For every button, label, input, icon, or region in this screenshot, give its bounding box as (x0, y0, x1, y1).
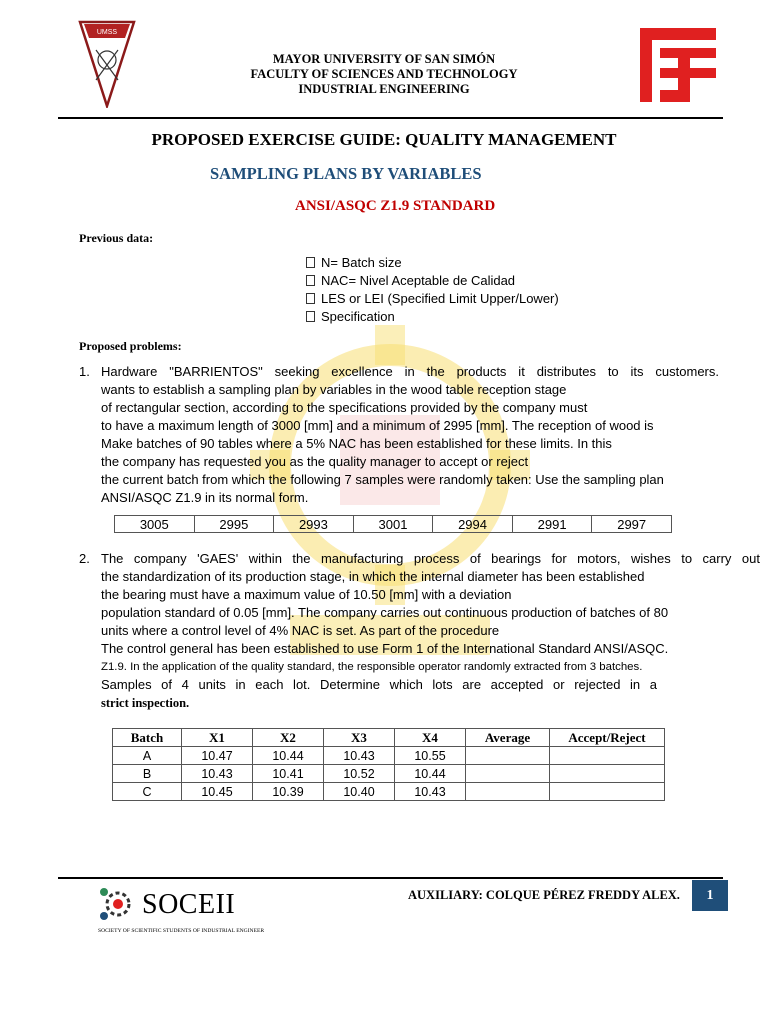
table-cell: 10.52 (324, 765, 395, 783)
column-header: X4 (395, 729, 466, 747)
batches-table (112, 728, 665, 801)
checkbox-glyph-icon (306, 257, 315, 268)
table-cell: C (113, 783, 182, 801)
previous-data-label: Previous data: (79, 231, 154, 245)
table-cell: 10.43 (182, 765, 253, 783)
page-number: 1 (692, 880, 728, 911)
sample-cell: 2997 (592, 516, 672, 533)
table-row (113, 747, 665, 765)
sample-cell: 2991 (512, 516, 592, 533)
table-cell (466, 783, 550, 801)
table-cell: 10.44 (395, 765, 466, 783)
problem-2-text: The company 'GAES' within the manufacturing process of bearings for motors, wishes to carry out the standardization of its production stage, in which the internal diameter has been established the bearing must have a maximum value of 10.50 [mm] with a deviation population standard of 0.05 [mm]. The company carries out continuous production of batches of 80 units where a control level of 4% NAC is set. As part of the procedure The control general has been established to use Form 1 of the International Standard ANSI/ASQC. Z1.9. In the application of the quality standard, the responsible operator randomly extracted from 3 batches. Samples of 4 units in each lot. Determine which lots are accepted or rejected in a strict inspection. (101, 551, 760, 710)
problem-2-number: 2. (79, 551, 90, 566)
column-header: Accept/Reject (550, 729, 665, 747)
column-header: Batch (113, 729, 182, 747)
column-header: X3 (324, 729, 395, 747)
page-title: PROPOSED EXERCISE GUIDE: QUALITY MANAGEMENT (151, 130, 617, 149)
faculty-logo (640, 28, 716, 102)
table-cell: A (113, 747, 182, 765)
header-university: MAYOR UNIVERSITY OF SAN SIMÓN (272, 52, 496, 66)
table-cell: 10.44 (253, 747, 324, 765)
list-item: LES or LEI (Specified Limit Upper/Lower) (306, 290, 559, 308)
problems-label: Proposed problems: (79, 339, 182, 353)
sample-cell: 3001 (353, 516, 433, 533)
previous-data-list (306, 254, 559, 326)
problem-1-number: 1. (79, 364, 90, 379)
table-cell (550, 747, 665, 765)
checkbox-glyph-icon (306, 293, 315, 304)
header-faculty: FACULTY OF SCIENCES AND TECHNOLOGY (250, 67, 518, 81)
soceii-full-name: SOCIETY OF SCIENTIFIC STUDENTS OF INDUSTRIAL ENGINEER (98, 928, 265, 934)
problem-1-text: Hardware "BARRIENTOS" seeking excellence in the products it distributes to its customers. wants to establish a sampling plan by variables in the wood table reception stage of rectangular section, according to the specifications provided by the company must to have a maximum length of 3000 [mm] and a minimum of 2995 [mm]. The reception of wood is Make batches of 90 tables where a 5% NAC has been established for these limits. In this the company has requested you as the quality manager to accept or reject the current batch from which the following 7 samples were randomly taken: Use the sampling plan ANSI/ASQC Z1.9 in its normal form. (101, 364, 719, 505)
checkbox-glyph-icon (306, 275, 315, 286)
list-item: NAC= Nivel Aceptable de Calidad (306, 272, 559, 290)
soceii-name: SOCEII (142, 889, 236, 920)
table-cell: B (113, 765, 182, 783)
sample-cell: 3005 (115, 516, 195, 533)
standard-title: ANSI/ASQC Z1.9 STANDARD (295, 198, 496, 214)
checkbox-glyph-icon (306, 311, 315, 322)
table-cell: 10.43 (395, 783, 466, 801)
table-cell: 10.43 (324, 747, 395, 765)
column-header: X2 (253, 729, 324, 747)
list-item: Specification (306, 308, 559, 326)
table-cell: 10.40 (324, 783, 395, 801)
header-department: INDUSTRIAL ENGINEERING (298, 82, 470, 96)
samples-table (114, 515, 672, 533)
footer-divider (58, 877, 723, 879)
column-header: X1 (182, 729, 253, 747)
list-item: N= Batch size (306, 254, 559, 272)
table-row (113, 783, 665, 801)
sample-cell: 2993 (274, 516, 354, 533)
auxiliary-name: AUXILIARY: COLQUE PÉREZ FREDDY ALEX. (408, 888, 680, 902)
table-cell (550, 765, 665, 783)
page-subtitle: SAMPLING PLANS BY VARIABLES (210, 164, 482, 183)
table-cell (466, 765, 550, 783)
umss-logo-text: UMSS (96, 29, 118, 36)
header-divider (58, 117, 723, 119)
sample-cell: 2994 (433, 516, 513, 533)
table-cell (550, 783, 665, 801)
sample-cell: 2995 (194, 516, 274, 533)
table-cell: 10.45 (182, 783, 253, 801)
table-cell: 10.55 (395, 747, 466, 765)
table-cell: 10.39 (253, 783, 324, 801)
table-cell: 10.47 (182, 747, 253, 765)
column-header: Average (466, 729, 550, 747)
soceii-gear-icon (96, 884, 142, 924)
table-header-row (113, 729, 665, 747)
table-cell: 10.41 (253, 765, 324, 783)
table-cell (466, 747, 550, 765)
table-row (115, 516, 672, 533)
table-row (113, 765, 665, 783)
